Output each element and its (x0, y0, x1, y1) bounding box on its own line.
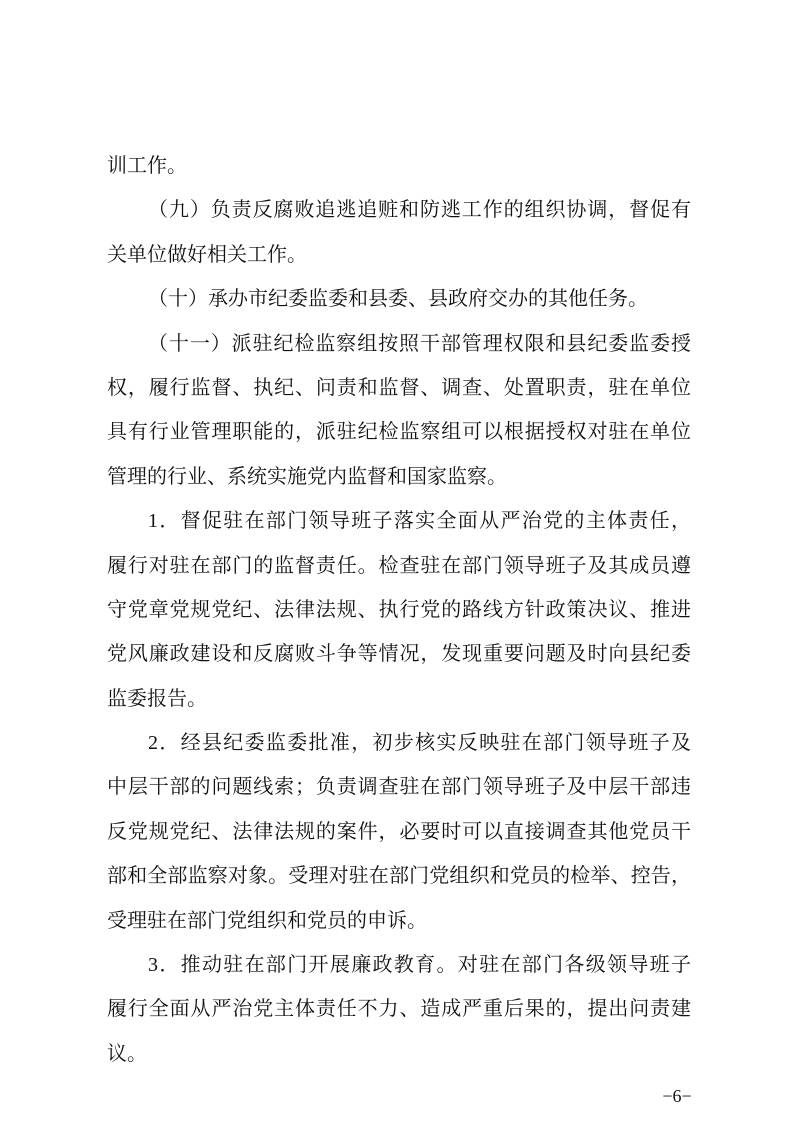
text-line: （十一）派驻纪检监察组按照干部管理权限和县纪委监委授 (148, 332, 691, 355)
text-line: 2．经县纪委监委批准，初步核实反映驻在部门领导班子及 (148, 732, 691, 755)
text-line: 履行全面从严治党主体责任不力、造成严重后果的，提出问责建 (107, 998, 691, 1021)
text-line: 监委报告。 (107, 687, 207, 710)
text-line: 履行对驻在部门的监督责任。检查驻在部门领导班子及其成员遵 (107, 554, 691, 577)
paragraph-item-11 (107, 322, 691, 500)
page-number: −6− (662, 1086, 692, 1106)
document-body (107, 144, 691, 1076)
text-line: 部和全部监察对象。受理对驻在部门党组织和党员的检举、控告， (107, 865, 691, 888)
text-line: 3．推动驻在部门开展廉政教育。对驻在部门各级领导班子 (148, 954, 691, 977)
text-line: 党风廉政建设和反腐败斗争等情况，发现重要问题及时向县纪委 (107, 643, 691, 666)
text-line: 议。 (107, 1042, 147, 1065)
text-line: 守党章党规党纪、法律法规、执行党的路线方针政策决议、推进 (107, 598, 691, 621)
text-line: 反党规党纪、法律法规的案件，必要时可以直接调查其他党员干 (107, 820, 691, 843)
text-line: （十）承办市纪委监委和县委、县政府交办的其他任务。 (148, 288, 648, 311)
paragraph-subitem-2 (107, 721, 691, 943)
text-line: 管理的行业、系统实施党内监督和国家监察。 (107, 465, 507, 488)
paragraph-subitem-3 (107, 943, 691, 1076)
text-line: 训工作。 (107, 155, 187, 177)
paragraph-subitem-1 (107, 499, 691, 721)
text-line: 受理驻在部门党组织和党员的申诉。 (107, 909, 427, 932)
text-line: 具有行业管理职能的，派驻纪检监察组可以根据授权对驻在单位 (107, 421, 691, 444)
text-line: 中层干部的问题线索；负责调查驻在部门领导班子及中层干部违 (107, 776, 691, 799)
paragraph-item-10 (107, 277, 691, 321)
paragraph-continuation (107, 144, 691, 188)
text-line: 关单位做好相关工作。 (107, 243, 307, 266)
paragraph-item-9 (107, 188, 691, 277)
text-line: 权，履行监督、执纪、问责和监督、调查、处置职责，驻在单位 (107, 376, 691, 399)
text-line: （九）负责反腐败追逃追赃和防逃工作的组织协调，督促有 (148, 199, 691, 222)
text-line: 1．督促驻在部门领导班子落实全面从严治党的主体责任， (148, 510, 691, 533)
